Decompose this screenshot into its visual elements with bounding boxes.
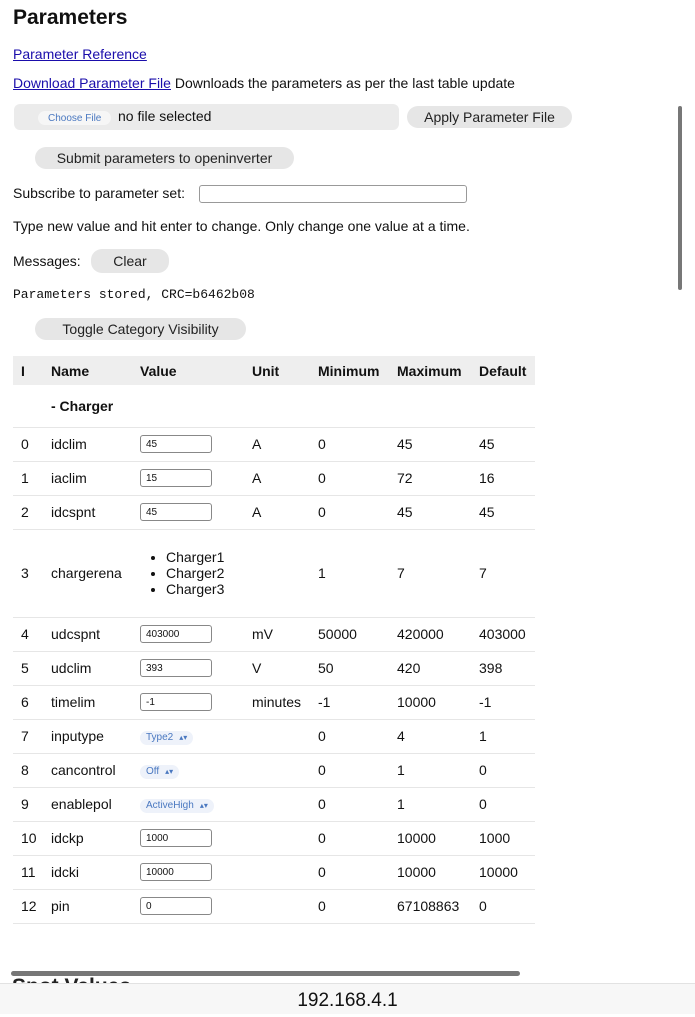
- option-item[interactable]: • Charger2: [166, 565, 244, 581]
- table-row: [13, 855, 535, 889]
- param-name: idcspnt: [43, 495, 132, 529]
- row-index: 0: [13, 427, 43, 461]
- param-default: 1: [471, 719, 535, 753]
- row-index: 5: [13, 651, 43, 685]
- address-bar[interactable]: 192.168.4.1: [0, 983, 695, 1014]
- header-minimum: Minimum: [318, 362, 380, 379]
- param-min: 0: [310, 495, 389, 529]
- param-min: 1: [310, 529, 389, 617]
- param-max: 45: [389, 495, 471, 529]
- table-row: [13, 719, 535, 753]
- param-name: idcki: [43, 855, 132, 889]
- param-name: enablepol: [43, 787, 132, 821]
- param-min: 0: [310, 855, 389, 889]
- param-name: inputype: [43, 719, 132, 753]
- param-default: 10000: [471, 855, 535, 889]
- table-row: [13, 617, 535, 651]
- value-input[interactable]: 45: [140, 503, 212, 521]
- table-row: [13, 821, 535, 855]
- table-row: [13, 753, 535, 787]
- row-index: 7: [13, 719, 43, 753]
- param-unit: [244, 821, 310, 855]
- subscribe-input[interactable]: [199, 185, 467, 203]
- chevron-updown-icon: ▴▾: [199, 801, 208, 811]
- download-parameter-file-link[interactable]: Download Parameter File: [13, 75, 171, 91]
- value-input[interactable]: 15: [140, 469, 212, 487]
- param-min: 0: [310, 461, 389, 495]
- value-input[interactable]: 393: [140, 659, 212, 677]
- select-value: ActiveHigh: [146, 800, 194, 812]
- table-header-row: [13, 356, 535, 385]
- param-max: 67108863: [389, 889, 471, 923]
- param-unit: mV: [244, 617, 310, 651]
- row-index: 8: [13, 753, 43, 787]
- row-index: 10: [13, 821, 43, 855]
- param-min: 0: [310, 753, 389, 787]
- table-row: [13, 495, 535, 529]
- row-index: 9: [13, 787, 43, 821]
- param-max: 1: [389, 753, 471, 787]
- param-default: 0: [471, 753, 535, 787]
- value-input[interactable]: 10000: [140, 863, 212, 881]
- param-min: 0: [310, 821, 389, 855]
- value-select[interactable]: [140, 731, 193, 745]
- param-default: 45: [471, 495, 535, 529]
- submit-parameters-button[interactable]: Submit parameters to openinverter: [35, 147, 294, 169]
- param-min: 50: [310, 651, 389, 685]
- chevron-updown-icon: ▴▾: [179, 733, 188, 743]
- value-input[interactable]: -1: [140, 693, 212, 711]
- param-default: 0: [471, 889, 535, 923]
- row-index: 2: [13, 495, 43, 529]
- param-min: 0: [310, 787, 389, 821]
- param-name: timelim: [43, 685, 132, 719]
- file-status: no file selected: [118, 108, 212, 124]
- param-unit: [244, 719, 310, 753]
- value-select[interactable]: [140, 765, 179, 779]
- value-input[interactable]: 0: [140, 897, 212, 915]
- messages-label: Messages:: [13, 253, 81, 269]
- apply-parameter-file-button[interactable]: Apply Parameter File: [407, 106, 572, 128]
- row-index: 1: [13, 461, 43, 495]
- param-max: 1: [389, 787, 471, 821]
- param-default: 7: [471, 529, 535, 617]
- value-input[interactable]: 1000: [140, 829, 212, 847]
- param-default: 16: [471, 461, 535, 495]
- value-select[interactable]: [140, 799, 214, 813]
- header-unit: Unit: [252, 362, 280, 379]
- param-min: 50000: [310, 617, 389, 651]
- param-name: udclim: [43, 651, 132, 685]
- header-name: Name: [51, 362, 90, 379]
- param-unit: [244, 529, 310, 617]
- param-max: 420: [389, 651, 471, 685]
- param-unit: A: [244, 461, 310, 495]
- table-row: [13, 651, 535, 685]
- header-maximum: Maximum: [397, 362, 462, 379]
- param-default: 45: [471, 427, 535, 461]
- select-value: Off: [146, 766, 160, 778]
- param-name: idckp: [43, 821, 132, 855]
- param-default: -1: [471, 685, 535, 719]
- category-charger[interactable]: - Charger: [43, 385, 535, 427]
- option-list: [140, 549, 244, 597]
- param-max: 72: [389, 461, 471, 495]
- choose-file-button[interactable]: Choose File: [38, 111, 111, 125]
- param-name: idclim: [43, 427, 132, 461]
- messages-output: Parameters stored, CRC=b6462b08: [13, 287, 255, 302]
- param-max: 10000: [389, 685, 471, 719]
- select-value: Type2: [146, 732, 174, 744]
- table-row: [13, 461, 535, 495]
- table-row: [13, 685, 535, 719]
- toggle-category-visibility-button[interactable]: Toggle Category Visibility: [35, 318, 246, 340]
- row-index: 3: [13, 529, 43, 617]
- row-index: 11: [13, 855, 43, 889]
- param-unit: A: [244, 495, 310, 529]
- param-max: 10000: [389, 821, 471, 855]
- table-row: [13, 889, 535, 923]
- chevron-updown-icon: ▴▾: [165, 767, 174, 777]
- value-input[interactable]: 45: [140, 435, 212, 453]
- param-max: 7: [389, 529, 471, 617]
- value-input[interactable]: 403000: [140, 625, 212, 643]
- option-item[interactable]: • Charger3: [166, 581, 244, 597]
- row-index: 6: [13, 685, 43, 719]
- param-min: -1: [310, 685, 389, 719]
- page-title: Parameters: [13, 6, 128, 29]
- param-name: pin: [43, 889, 132, 923]
- param-unit: A: [244, 427, 310, 461]
- header-default: Default: [479, 362, 527, 379]
- param-default: 398: [471, 651, 535, 685]
- param-max: 45: [389, 427, 471, 461]
- row-index: 12: [13, 889, 43, 923]
- file-input[interactable]: [14, 104, 399, 130]
- param-min: 0: [310, 427, 389, 461]
- parameter-table: [13, 356, 535, 924]
- download-row: [13, 75, 515, 91]
- option-item[interactable]: • Charger1: [166, 549, 244, 565]
- download-description: Downloads the parameters as per the last table update: [174, 75, 515, 91]
- param-unit: [244, 753, 310, 787]
- param-unit: [244, 787, 310, 821]
- clear-messages-button[interactable]: Clear: [91, 249, 169, 273]
- param-max: 4: [389, 719, 471, 753]
- param-name: cancontrol: [43, 753, 132, 787]
- header-index: I: [21, 362, 25, 379]
- param-default: 403000: [471, 617, 535, 651]
- param-max: 420000: [389, 617, 471, 651]
- param-min: 0: [310, 889, 389, 923]
- subscribe-label: Subscribe to parameter set:: [13, 185, 185, 201]
- header-value: Value: [140, 362, 177, 379]
- horizontal-scrollbar[interactable]: [11, 971, 520, 976]
- param-name: udcspnt: [43, 617, 132, 651]
- table-row: [13, 787, 535, 821]
- table-row: [13, 529, 535, 617]
- param-name: chargerena: [43, 529, 132, 617]
- parameter-reference-link[interactable]: Parameter Reference: [13, 46, 147, 62]
- param-unit: [244, 855, 310, 889]
- param-max: 10000: [389, 855, 471, 889]
- category-row[interactable]: [13, 385, 535, 427]
- instructions-text: Type new value and hit enter to change. Only change one value at a time.: [13, 218, 470, 234]
- vertical-scrollbar[interactable]: [678, 106, 682, 290]
- param-min: 0: [310, 719, 389, 753]
- table-row: [13, 427, 535, 461]
- param-unit: [244, 889, 310, 923]
- row-index: 4: [13, 617, 43, 651]
- param-default: 1000: [471, 821, 535, 855]
- param-unit: minutes: [244, 685, 310, 719]
- param-name: iaclim: [43, 461, 132, 495]
- param-unit: V: [244, 651, 310, 685]
- param-default: 0: [471, 787, 535, 821]
